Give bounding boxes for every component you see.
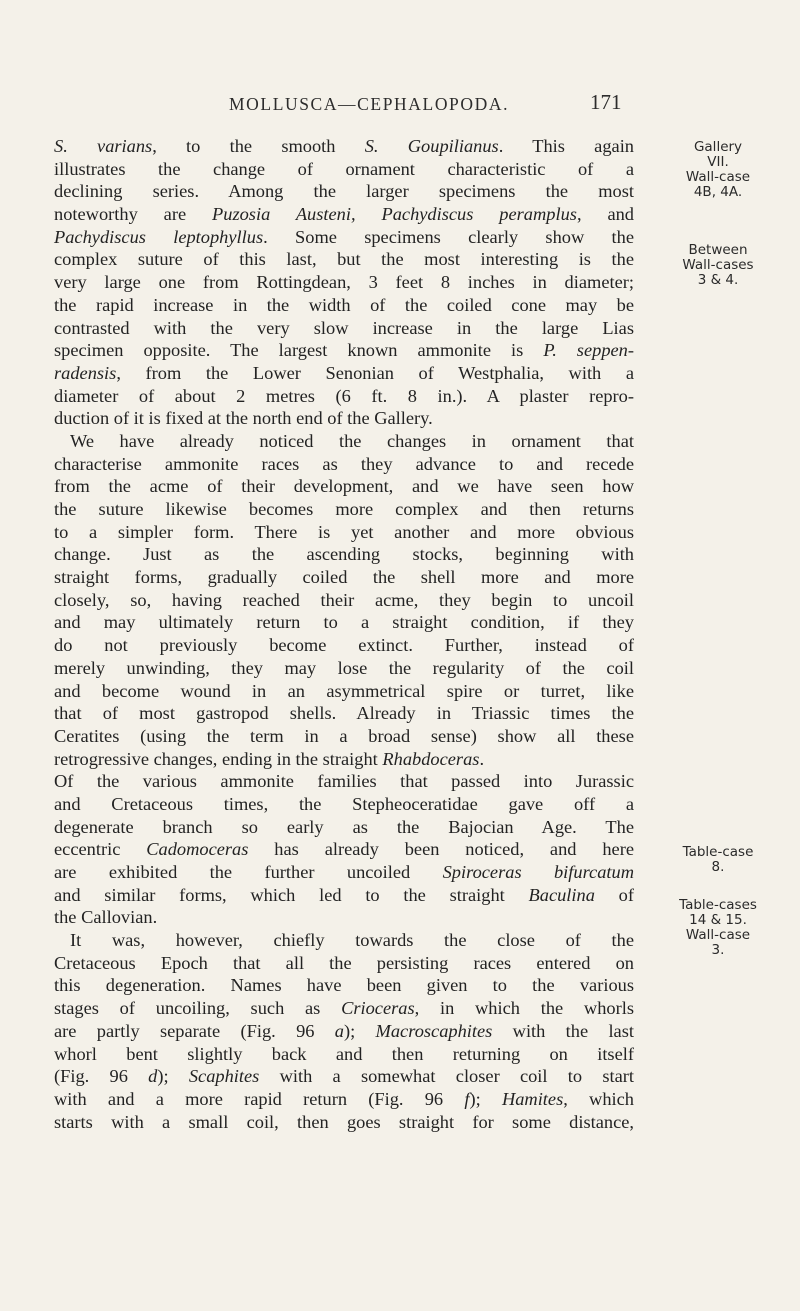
body-text [54,135,634,1133]
italic-text: Spiroceras bifurcatum [442,862,634,882]
text-run: closely, so, having reached their acme, they begin to uncoil [54,589,634,610]
text-line [54,317,634,340]
text-run: the suture likewise becomes more complex and then returns [54,499,634,519]
text-line [54,589,634,612]
text-line [54,770,634,793]
text-run: , and [576,204,634,225]
text-run: . [479,748,485,769]
text-line [54,997,634,1020]
text-line [54,339,634,362]
text-run: diameter of about 2 metres (6 ft. 8 in.). A plaster repro- [54,385,634,406]
text-line [54,838,634,861]
text-run: change. Just as the ascending stocks, beginning with [54,544,634,565]
margin-note-line: 4B, 4A. [693,184,743,200]
margin-note-line: 3 & 4. [697,272,739,288]
text-run: very large one from Rottingdean, 3 feet 8 inches in diameter; [54,272,634,293]
margin-note-line: 14 & 15. [689,912,747,928]
text-run: duction of it is fixed at the north end of the Gallery. [54,408,433,429]
text-line [54,158,634,181]
italic-text: S. Goupilianus [364,136,499,156]
text-run: from the acme of their development, and we have seen how [54,476,634,497]
text-line [54,453,634,476]
text-run: eccentric [54,839,147,860]
text-run: to a simpler form. There is yet another and more obvious [54,521,634,542]
text-run: with the last [492,1020,634,1041]
text-run: ); [469,1088,502,1109]
text-run: starts with a small coil, then goes straight for some distance, [54,1111,634,1132]
italic-text: Puzosia Austeni, Pachydiscus peramplus [212,204,577,225]
text-line [54,1020,634,1043]
italic-text: Crioceras [341,998,415,1019]
italic-text: Pachydiscus leptophyllus [54,226,264,247]
text-run: are partly separate (Fig. 96 [54,1020,335,1041]
text-run: degenerate branch so early as the Bajocian Age. The [54,816,634,837]
margin-note-line: Gallery [693,139,743,155]
text-line [54,407,634,430]
italic-text: Cadomoceras [146,839,249,860]
text-line [54,952,634,975]
text-run: of [594,884,634,905]
margin-note-line: Between [688,242,748,258]
text-line [54,248,634,271]
text-run: do not previously become extinct. Further, instead of [54,635,634,656]
text-run: are exhibited the further uncoiled [54,862,443,882]
text-line [54,226,634,249]
text-line [54,1111,634,1134]
text-line [54,884,634,907]
text-run: , from the Lower Senonian of Westphalia, with a [116,362,634,383]
text-line [54,974,634,997]
text-run: Ceratites (using the term in a broad sense) show all these [54,725,634,746]
text-run: . This again [498,136,634,156]
text-run: characterise ammonite races as they advance to and recede [54,453,634,474]
text-run: We have already noticed the changes in ornament that [70,430,634,451]
text-line [54,861,634,884]
text-run: ); [157,1066,189,1087]
italic-text: a [334,1020,344,1041]
text-line [54,566,634,589]
text-run: (Fig. 96 [54,1066,149,1087]
margin-note-line: 8. [711,859,725,875]
text-line [54,793,634,816]
text-line [54,702,634,725]
text-line [54,906,634,929]
text-line [54,725,634,748]
text-run: retrogressive changes, ending in the straight [54,748,383,769]
text-run: . Some specimens clearly show the [263,226,635,247]
text-run: this degeneration. Names have been given to the various [54,975,634,996]
text-run: , to the smooth [152,136,365,156]
text-run: straight forms, gradually coiled the shell more and more [54,567,634,588]
margin-note-table-case [643,845,793,875]
text-run: declining series. Among the larger specimens the most [54,181,634,202]
text-run: , which [563,1088,635,1109]
text-run: It was, however, chiefly towards the close of the [70,930,634,951]
text-line [54,430,634,453]
text-line [54,1088,634,1111]
margin-note-between-wall-cases [643,243,793,288]
text-run: complex suture of this last, but the most interesting is the [54,249,634,270]
margin-note-line: Wall-case [685,169,751,185]
text-line [54,1043,634,1066]
text-run: with and a more rapid return (Fig. 96 [54,1088,465,1109]
text-line [54,611,634,634]
text-run: whorl bent slightly back and then returning on itself [54,1043,634,1064]
text-run: Cretaceous Epoch that all the persisting races entered on [54,952,634,973]
italic-text: Baculina [528,884,595,905]
italic-text: Rhabdoceras [382,748,480,769]
text-run: ); [344,1020,376,1041]
text-run: and become wound in an asymmetrical spire or turret, like [54,680,634,701]
text-run: Of the various ammonite families that passed into Jurassic [54,771,634,792]
italic-text: P. seppen- [543,340,634,361]
text-line [54,498,634,521]
text-run: and Cretaceous times, the Stepheoceratidae gave off a [54,793,634,814]
margin-note-gallery [643,140,793,200]
text-line [54,180,634,203]
text-line [54,203,634,226]
text-run: and may ultimately return to a straight condition, if they [54,612,634,633]
margin-note-line: Wall-cases [682,257,754,273]
text-line [54,657,634,680]
text-run: merely unwinding, they may lose the regularity of the coil [54,657,634,678]
text-run: illustrates the change of ornament characteristic of a [54,158,634,179]
italic-text: S. varians [54,136,153,156]
text-run: stages of uncoiling, such as [54,998,342,1019]
text-line [54,135,634,158]
running-header: MOLLUSCA—CEPHALOPODA. [229,94,510,114]
italic-text: radensis [54,362,117,383]
italic-text: Macroscaphites [375,1020,493,1041]
text-line [54,634,634,657]
text-line [54,1065,634,1088]
text-line [54,521,634,544]
margin-note-line: Table-case [682,844,754,860]
text-run: with a somewhat closer coil to start [259,1066,634,1087]
text-run: that of most gastropod shells. Already in Triassic times the [54,703,634,724]
text-run: the rapid increase in the width of the coiled cone may be [54,294,634,315]
text-line [54,543,634,566]
margin-note-table-cases [643,898,793,958]
margin-note-line: Table-cases [679,897,757,913]
text-run: has already been noticed, and here [248,839,635,860]
text-run: , in which the whorls [414,998,634,1019]
italic-text: Hamites [501,1088,564,1109]
page-number: 171 [590,90,622,114]
text-line [54,748,634,771]
margin-note-line: VII. [707,154,729,170]
text-line [54,385,634,408]
text-run: the Callovian. [54,907,158,928]
text-line [54,294,634,317]
margin-note-line: Wall-case [685,927,751,943]
italic-text: d [148,1066,158,1087]
italic-text: Scaphites [188,1066,260,1087]
text-line [54,362,634,385]
text-line [54,271,634,294]
text-line [54,816,634,839]
text-line [54,929,634,952]
italic-text: f [464,1088,470,1109]
text-line [54,680,634,703]
text-run: specimen opposite. The largest known ammonite is [54,340,544,361]
text-run: and similar forms, which led to the straight [54,884,529,905]
text-line [54,475,634,498]
text-run: noteworthy are [54,204,213,225]
text-run: contrasted with the very slow increase in the large Lias [54,317,634,338]
margin-note-line: 3. [711,942,725,958]
